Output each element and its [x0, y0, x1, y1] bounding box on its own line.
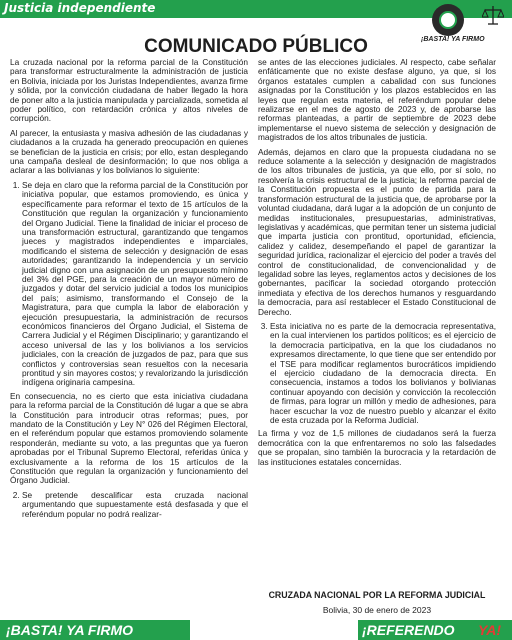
paragraph: Al parecer, la entusiasta y masiva adhesión de las ciudadanas y ciudadanos a la cruzada ha generado preocupación en quienes se benefician de la justicia en crisis; por ello, estan desplegando una campaña desleal de desinformación; lo que nos obliga a aclarar a las bolivianas y los bolivianos lo siguiente:	[10, 127, 248, 176]
paragraph: La firma y voz de 1,5 millones de ciudadanos será la fuerza democrática con la que enfrentaremos no solo las falsedades que se propalan, sino también la burocracia y la retardación de las instituciones estatales concernidas.	[258, 428, 496, 467]
header-label: Justicia independiente	[4, 1, 156, 15]
logo-circle-icon	[432, 4, 464, 36]
signature: CRUZADA NACIONAL POR LA REFORMA JUDICIAL	[268, 590, 486, 600]
left-column	[10, 58, 248, 523]
footer-left-text: ¡BASTA! YA FIRMO	[6, 622, 134, 638]
paragraph: La cruzada nacional por la reforma parcial de la Constitución para transformar estructuralmente la administración de justicia en Bolivia, iniciada por los Juristas Independientes, avanza firme y sólida, por la convicción ciudadana de haber llegado la hora de poner alto a la justicia manipulada y parcializada, sometida al poder político, con retardación crónica y altos niveles de corrupción.	[10, 57, 248, 124]
paragraph: En consecuencia, no es cierto que esta iniciativa ciudadana para la reforma parcial de la Constitución dé lugar a que se abra la Constitución para introducir otras reformas; pues, por mandato de la Constitución y Ley N° 026 del Régimen Electoral, en el referéndum popular que estamos promoviendo solamente responderán, mediante su voto, a las preguntas que ya fueron aprobadas por el Tribunal Supremo Electoral, referidas única y exclusivamente a la reforma de los 15 artículos de la Constitución que regulan la organización y funcionamiento del Órgano Judicial.	[10, 390, 248, 486]
right-column	[258, 58, 496, 472]
paragraph: Además, dejamos en claro que la propuesta ciudadana no se reduce solamente a la selección y designación de magistrados de los altos tribunales de justicia, ya que ello, por sí solo, no resolvería la crisis estructural de la justicia; la reforma parcial de la Constitución propuesta es el punto de partida para la transformación estructural de la justicia que, de aprobarse por la voluntad ciudadana, dará lugar a la adopción de un conjunto de medidas institucionales, presupuestarias, administrativas, legislativas y académicas, que permitan tener un sistema judicial que imparta justicia con prontitud, oportunidad, eficiencia, calidez y calidez, desempeñando el papel de garantizar la seguridad jurídica, racionalizar el ejercicio del poder a través del control de constitucionalidad, de convencionalidad y de legalidad sobre las leyes, reglamentos actos y decisiones de los gobernantes, pacificar la sociedad otorgando protección inmediata y efectiva de los derechos humanos y resguardando la democracia, para así restablecer el Estado Constitucional de Derecho.	[258, 146, 496, 317]
scale-justice-icon	[482, 4, 504, 26]
date: Bolivia, 30 de enero de 2023	[322, 605, 432, 615]
page-title: COMUNICADO PÚBLICO	[144, 36, 368, 57]
numbered-list	[10, 491, 248, 519]
list-item: 1. Se deja en claro que la reforma parcial de la Constitución por iniciativa popular, que estamos promoviendo, es única y específicamente para reformar el texto de 15 artículos de la Constitución que regulan la organización y funcionamiento del Organo Judicial. Tiene la finalidad de iniciar el proceso de una transformación estructural, garantizando que tengamos jueces y magistrados independientes e imparciales, modificando el sistema de selección y designación de esas autoridades; garantizando la independencia y un servicio judicial digno con una asignación de un presupuesto mínimo del 3% del PGE, para la creación de un mayor número de juzgados y dotar del servicio judicial a todos los municipios del país; asimismo, transformando el Consejo de la Magistratura, para que cumpla la labor de elaboración y ejecución presupuestaria, la administración de recursos económicos financieros del Órgano Judicial, el Sistema de Carrera Judicial y el Régimen Disciplinario; y garantizando el acceso universal de las y los bolivianos a los servicios judiciales, con la creación de juzgados de paz, para que sus conflictos y controversias sean resueltos con la necesaria prontitud y sin mayores costos; y revalorizando la jurisdicción indígena originaria campesina.	[22, 181, 248, 388]
list-item: 2. Se pretende descalificar esta cruzada nacional argumentando que supuestamente está desfasada y que el referéndum popular no podrá realizar-	[22, 491, 248, 519]
numbered-list	[258, 322, 496, 425]
logo-text: ¡BASTA! YA FIRMO	[421, 36, 485, 43]
list-item: 3. Esta iniciativa no es parte de la democracia representativa, en la cual intervienen los partidos políticos; es el ejercicio de la democracia participativa, en la que los ciudadanos no expresamos directamente, lo que tiene que ser entendido por el TSE para modificar reglamentos burocráticos impidiendo el ejercicio ciudadano de la democracia directa. En consecuencia, instamos a todos los bolivianos y bolivianas continuar apoyando con decisión y convicción la recolección de firmas, para lograr un millón y medio de adhesiones, para hacer escuchar la voz de nuestro pueblo y alcanzar el éxito de esta cruzada por la Reforma Judicial.	[270, 322, 496, 425]
paragraph: se antes de las elecciones judiciales. Al respecto, cabe señalar enfáticamente que no existe desfase alguno, ya que, si los órganos estatales cumplen a cabalidad con sus funciones asignadas por la Constitución y los plazos establecidos en las leyes que regulan esta materia, el referéndum popular debe realizarse en el mes de agosto de 2023 y, de aprobarse las reformas planteadas, a partir de septiembre de 2023 debe implementarse el nuevo sistema de selección y designación de magistrados de los altos tribunales de justicia.	[258, 57, 496, 143]
footer-right-ya: YA!	[478, 622, 502, 638]
numbered-list	[10, 181, 248, 388]
footer-right-text: ¡REFERENDO	[362, 622, 455, 638]
